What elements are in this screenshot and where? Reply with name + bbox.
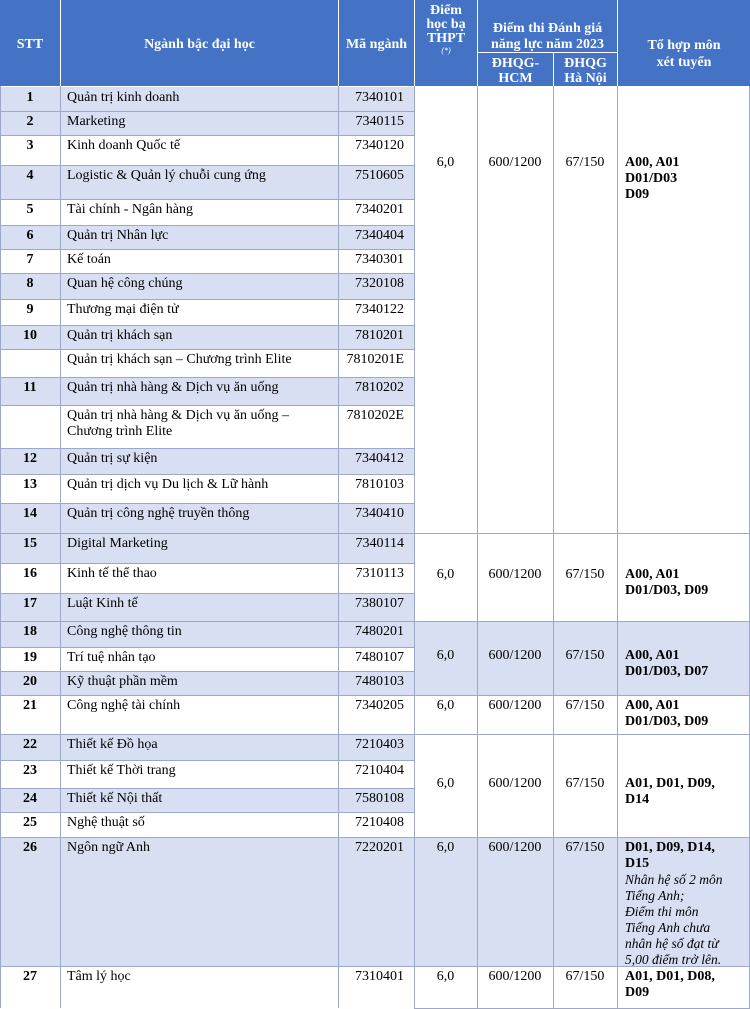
row-divider <box>0 533 414 534</box>
row-code: 7340205 <box>355 698 404 713</box>
row-name: Trí tuệ nhân tạo <box>67 650 156 665</box>
row-code: 7210404 <box>355 763 404 778</box>
group-to-hop: D01/D03, D09 <box>625 583 709 598</box>
row-divider <box>0 165 414 166</box>
group-divider <box>414 621 750 622</box>
header-dhqg-hcm: ĐHQG- HCM <box>491 56 540 86</box>
row-code: 7580108 <box>355 791 404 806</box>
group-dhqg-hn: 67/150 <box>565 776 605 791</box>
row-stt: 20 <box>23 674 37 689</box>
row-stt: 19 <box>23 650 37 665</box>
group-dhqg-hn: 67/150 <box>565 567 605 582</box>
row-code: 7210403 <box>355 737 404 752</box>
row-code: 7480107 <box>355 650 404 665</box>
row-code: 7340412 <box>355 451 404 466</box>
row-divider <box>0 788 414 789</box>
row-name: Quản trị nhà hàng & Dịch vụ ăn uống <box>67 380 279 395</box>
row-stt: 10 <box>23 328 37 343</box>
row-code: 7340404 <box>355 228 404 243</box>
row-stt: 6 <box>26 228 34 243</box>
row-code: 7320108 <box>355 276 404 291</box>
group-divider <box>414 695 750 696</box>
row-stt: 8 <box>26 276 34 291</box>
row-divider <box>0 760 414 761</box>
group-to-hop: A00, A01 <box>625 698 680 713</box>
group-hoc-ba: 6,0 <box>436 969 455 984</box>
row-name: Logistic & Quản lý chuỗi cung ứng <box>67 168 266 183</box>
row-divider <box>0 734 414 735</box>
row-divider <box>0 111 414 112</box>
row-name: Kỹ thuật phần mềm <box>67 674 178 689</box>
row-divider <box>0 299 414 300</box>
group-dhqg-hcm: 600/1200 <box>488 698 542 713</box>
group-hoc-ba: 6,0 <box>436 776 455 791</box>
row-code: 7480201 <box>355 624 404 639</box>
table-row <box>0 837 414 966</box>
group-dhqg-hn: 67/150 <box>565 840 605 855</box>
group-dhqg-hcm: 600/1200 <box>488 155 542 170</box>
group-dhqg-hn: 67/150 <box>565 969 605 984</box>
row-name: Ngôn ngữ Anh <box>67 840 151 855</box>
row-name: Công nghệ thông tin <box>67 624 182 639</box>
column-divider <box>414 86 415 1008</box>
row-divider <box>0 671 414 672</box>
row-stt: 2 <box>26 114 34 129</box>
row-name-line2: Chương trình Elite <box>67 424 173 439</box>
group-to-hop: D01/D03 <box>625 171 678 186</box>
row-divider <box>0 249 414 250</box>
header-hoc-ba: Điểm học bạ THPT (*) <box>426 3 466 55</box>
row-name: Thiết kế Thời trang <box>67 763 176 778</box>
group-to-hop: D01/D03, D09 <box>625 714 709 729</box>
row-stt: 9 <box>26 302 34 317</box>
row-name: Quản trị khách sạn <box>67 328 173 343</box>
row-stt: 13 <box>23 477 37 492</box>
row-stt: 26 <box>23 840 37 855</box>
row-divider <box>0 448 414 449</box>
row-stt: 25 <box>23 815 37 830</box>
row-code: 7340114 <box>355 536 404 551</box>
row-code: 7340122 <box>355 302 404 317</box>
group-note: Tiếng Anh; <box>625 888 685 903</box>
group-note: Tiếng Anh chưa <box>625 920 711 935</box>
row-stt: 18 <box>23 624 37 639</box>
row-divider <box>0 503 414 504</box>
row-divider <box>0 695 414 696</box>
row-code: 7340410 <box>355 506 404 521</box>
group-to-hop: A00, A01 <box>625 567 680 582</box>
row-name: Quản trị công nghệ truyền thông <box>67 506 250 521</box>
row-divider <box>0 273 414 274</box>
group-to-hop: A01, D01, D08, <box>625 969 715 984</box>
row-code: 7340115 <box>355 114 404 129</box>
row-name: Quản trị nhà hàng & Dịch vụ ăn uống – <box>67 408 290 423</box>
column-divider <box>617 86 618 1008</box>
row-stt: 27 <box>23 969 37 984</box>
group-hoc-ba: 6,0 <box>436 155 455 170</box>
header-nganh: Ngành bậc đại học <box>144 37 255 52</box>
group-to-hop: D15 <box>625 856 650 871</box>
row-name: Thiết kế Nội thất <box>67 791 163 806</box>
row-stt: 24 <box>23 791 37 806</box>
group-to-hop: D14 <box>625 792 650 807</box>
table-border-left <box>0 86 1 1008</box>
column-divider <box>338 86 339 1008</box>
row-name: Quản trị dịch vụ Du lịch & Lữ hành <box>67 477 269 492</box>
group-dhqg-hn: 67/150 <box>565 648 605 663</box>
row-divider <box>0 135 414 136</box>
row-code: 7810202 <box>355 380 404 395</box>
group-to-hop: D09 <box>625 187 650 202</box>
group-to-hop: A01, D01, D09, <box>625 776 715 791</box>
row-name: Tài chính - Ngân hàng <box>67 202 193 217</box>
row-code: 7510605 <box>355 168 404 183</box>
row-name: Quan hệ công chúng <box>67 276 183 291</box>
group-note: 5,00 điểm trở lên. <box>625 952 722 967</box>
row-code: 7480103 <box>355 674 404 689</box>
group-to-hop: D01, D09, D14, <box>625 840 715 855</box>
header-to-hop: Tổ hợp môn xét tuyển <box>647 38 721 70</box>
row-code: 7810103 <box>355 477 404 492</box>
row-divider <box>0 225 414 226</box>
group-dhqg-hn: 67/150 <box>565 698 605 713</box>
group-note: nhân hệ số đạt từ <box>625 936 719 951</box>
row-stt: 3 <box>26 138 34 153</box>
group-dhqg-hcm: 600/1200 <box>488 776 542 791</box>
group-dhqg-hcm: 600/1200 <box>488 648 542 663</box>
row-code: 7810201E <box>346 352 404 367</box>
row-stt: 7 <box>26 252 34 267</box>
row-code: 7810202E <box>346 408 404 423</box>
group-divider <box>414 533 750 534</box>
row-stt: 14 <box>23 506 37 521</box>
row-divider <box>0 593 414 594</box>
row-divider <box>0 199 414 200</box>
row-name: Quản trị sự kiện <box>67 451 158 466</box>
row-stt: 1 <box>26 90 34 105</box>
row-name: Thiết kế Đồ họa <box>67 737 158 752</box>
row-stt: 15 <box>23 536 37 551</box>
row-divider <box>0 621 414 622</box>
row-divider <box>0 563 414 564</box>
row-name: Kinh doanh Quốc tế <box>67 138 181 153</box>
column-divider <box>477 86 478 1008</box>
row-divider <box>0 966 414 967</box>
row-name: Luật Kinh tế <box>67 596 138 611</box>
group-to-hop: D09 <box>625 985 650 1000</box>
row-stt: 12 <box>23 451 37 466</box>
group-hoc-ba: 6,0 <box>436 698 455 713</box>
group-note: Điểm thi môn <box>625 904 699 919</box>
row-divider <box>0 837 414 838</box>
row-stt: 4 <box>26 168 34 183</box>
row-stt: 16 <box>23 566 37 581</box>
header-ma-nganh: Mã ngành <box>345 37 408 52</box>
group-divider <box>414 734 750 735</box>
row-stt: 21 <box>23 698 37 713</box>
group-hoc-ba: 6,0 <box>436 840 455 855</box>
group-to-hop: A00, A01 <box>625 648 680 663</box>
group-cell <box>414 87 750 533</box>
group-dhqg-hn: 67/150 <box>565 155 605 170</box>
row-code: 7810201 <box>355 328 404 343</box>
header-stt: STT <box>16 37 44 52</box>
group-divider <box>414 837 750 838</box>
row-stt: 5 <box>26 202 34 217</box>
row-name: Quản trị Nhân lực <box>67 228 169 243</box>
row-name: Thương mại điện tử <box>67 302 179 317</box>
row-divider <box>0 474 414 475</box>
row-divider <box>0 325 414 326</box>
row-divider <box>0 377 414 378</box>
header-dhqg-hn: ĐHQG Hà Nội <box>564 56 607 86</box>
group-hoc-ba: 6,0 <box>436 567 455 582</box>
row-name: Quản trị khách sạn – Chương trình Elite <box>67 352 292 367</box>
group-dhqg-hcm: 600/1200 <box>488 969 542 984</box>
row-stt: 22 <box>23 737 37 752</box>
header-dgnl: Điểm thi Đánh giá năng lực năm 2023 <box>490 21 605 52</box>
group-hoc-ba: 6,0 <box>436 648 455 663</box>
group-to-hop: D01/D03, D07 <box>625 664 709 679</box>
row-stt: 17 <box>23 596 37 611</box>
row-code: 7310401 <box>355 969 404 984</box>
row-name: Tâm lý học <box>67 969 131 984</box>
column-divider <box>60 86 61 1008</box>
row-stt: 23 <box>23 763 37 778</box>
row-divider <box>0 349 414 350</box>
row-code: 7340120 <box>355 138 404 153</box>
column-divider <box>553 86 554 1008</box>
row-code: 7340301 <box>355 252 404 267</box>
row-divider <box>0 647 414 648</box>
group-to-hop: A00, A01 <box>625 155 680 170</box>
row-divider <box>0 405 414 406</box>
row-name: Kinh tế thể thao <box>67 566 157 581</box>
row-code: 7340101 <box>355 90 404 105</box>
row-name: Nghệ thuật số <box>67 815 145 830</box>
row-code: 7340201 <box>355 202 404 217</box>
row-code: 7210408 <box>355 815 404 830</box>
row-name: Quản trị kinh doanh <box>67 90 180 105</box>
row-divider <box>0 812 414 813</box>
row-code: 7380107 <box>355 596 404 611</box>
row-name: Digital Marketing <box>67 536 168 551</box>
row-name: Kế toán <box>67 252 111 267</box>
row-code: 7310113 <box>355 566 404 581</box>
row-name: Công nghệ tài chính <box>67 698 181 713</box>
row-stt: 11 <box>23 380 37 395</box>
group-note: Nhân hệ số 2 môn <box>625 872 723 887</box>
row-code: 7220201 <box>355 840 404 855</box>
group-dhqg-hcm: 600/1200 <box>488 567 542 582</box>
row-name: Marketing <box>67 114 126 129</box>
group-dhqg-hcm: 600/1200 <box>488 840 542 855</box>
